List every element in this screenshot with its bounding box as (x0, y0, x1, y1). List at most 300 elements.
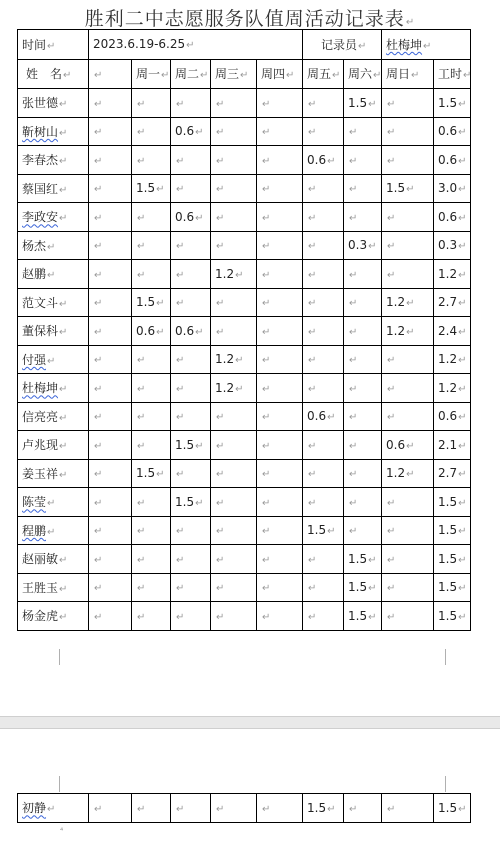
day-hours-cell (211, 146, 257, 175)
paragraph-mark: ↵ (387, 526, 396, 538)
paragraph-mark: ↵ (458, 212, 467, 224)
paragraph-mark: ↵ (387, 241, 396, 253)
hours-value: 1.2 (438, 266, 458, 281)
day-hours-cell (211, 573, 257, 602)
paragraph-mark: ↵ (161, 70, 170, 82)
paragraph-mark: ↵ (216, 583, 225, 595)
day-hours-cell (344, 573, 382, 602)
day-hours-cell (89, 516, 132, 545)
hours-total-cell (434, 174, 471, 203)
paragraph-mark: ↵ (176, 383, 185, 395)
crop-mark (445, 776, 446, 792)
day-hours-cell (171, 260, 211, 289)
paragraph-mark: ↵ (59, 384, 68, 396)
paragraph-mark: ↵ (458, 298, 467, 310)
day-hours-cell (132, 431, 171, 460)
paragraph-mark: ↵ (458, 554, 467, 566)
paragraph-mark: ↵ (94, 98, 103, 110)
paragraph-mark: ↵ (137, 440, 146, 452)
hours-total-cell (434, 431, 471, 460)
hours-value: 1.5 (175, 437, 195, 452)
member-name-cell (18, 488, 89, 517)
paragraph-mark: ↵ (262, 269, 271, 281)
paragraph-mark: ↵ (94, 326, 103, 338)
member-name-cell (18, 602, 89, 631)
paragraph-mark: ↵ (176, 583, 185, 595)
day-hours-cell (171, 488, 211, 517)
day-hours-cell (344, 203, 382, 232)
paragraph-mark: ↵ (216, 298, 225, 310)
day-hours-cell (211, 317, 257, 346)
day-hours-cell (89, 146, 132, 175)
paragraph-mark: ↵ (458, 383, 467, 395)
paragraph-mark: ↵ (94, 383, 103, 395)
member-name: 靳树山 (22, 124, 59, 139)
paragraph-mark: ↵ (327, 412, 336, 424)
day-hours-cell (382, 260, 434, 289)
paragraph-mark: ↵ (308, 212, 317, 224)
crop-mark (59, 649, 60, 665)
paragraph-mark: ↵ (240, 70, 249, 82)
day-hours-cell (132, 317, 171, 346)
paragraph-mark: ↵ (262, 469, 271, 481)
day-hours-cell (344, 459, 382, 488)
paragraph-mark: ↵ (308, 298, 317, 310)
paragraph-mark: ↵ (262, 583, 271, 595)
member-name-cell (18, 146, 89, 175)
paragraph-mark: ↵ (137, 241, 146, 253)
day-hours-cell (211, 260, 257, 289)
day-hours-cell (257, 573, 303, 602)
paragraph-mark: ↵ (262, 212, 271, 224)
paragraph-mark: ↵ (176, 355, 185, 367)
hours-total-cell (434, 794, 471, 823)
paragraph-mark: ↵ (137, 497, 146, 509)
column-header (257, 59, 303, 89)
paragraph-mark: ↵ (406, 440, 415, 452)
paragraph-mark: ↵ (262, 412, 271, 424)
paragraph-mark: ↵ (176, 554, 185, 566)
day-hours-cell (382, 402, 434, 431)
day-hours-cell (132, 146, 171, 175)
member-name: 程鹏 (22, 523, 47, 538)
paragraph-mark: ↵ (137, 383, 146, 395)
paragraph-mark: ↵ (195, 127, 204, 139)
table-row (18, 545, 471, 574)
day-hours-cell (303, 573, 344, 602)
table-row (18, 260, 471, 289)
member-name-cell (18, 317, 89, 346)
day-hours-cell (89, 89, 132, 118)
paragraph-mark: ↵ (387, 355, 396, 367)
paragraph-mark: ↵ (216, 526, 225, 538)
paragraph-mark: ↵ (200, 70, 209, 82)
paragraph-mark: ↵ (137, 526, 146, 538)
hours-value: 1.5 (136, 181, 156, 196)
day-hours-cell (132, 488, 171, 517)
paragraph-mark: ↵ (137, 583, 146, 595)
paragraph-mark: ↵ (137, 611, 146, 623)
hours-value: 2.7 (438, 295, 458, 310)
member-name-cell (18, 794, 89, 823)
paragraph-mark: ↵ (176, 412, 185, 424)
day-hours-cell (171, 317, 211, 346)
paragraph-mark: ↵ (458, 497, 467, 509)
hours-total-cell (434, 117, 471, 146)
paragraph-mark: ↵ (235, 383, 244, 395)
time-label-cell: 时间↵ (18, 30, 89, 60)
day-hours-cell (257, 317, 303, 346)
paragraph-mark: ↵ (406, 469, 415, 481)
table-row (18, 602, 471, 631)
day-hours-cell (171, 374, 211, 403)
table-row (18, 488, 471, 517)
paragraph-mark: ↵ (349, 497, 358, 509)
day-hours-cell (303, 345, 344, 374)
day-hours-cell (171, 431, 211, 460)
paragraph-mark: ↵ (176, 269, 185, 281)
paragraph-mark: ↵ (387, 383, 396, 395)
day-hours-cell (303, 794, 344, 823)
day-hours-cell (211, 203, 257, 232)
member-name: 张世德 (22, 96, 59, 111)
table-row (18, 117, 471, 146)
day-hours-cell (89, 260, 132, 289)
day-hours-cell (303, 146, 344, 175)
hours-value: 1.5 (348, 580, 368, 595)
hours-value: 1.5 (438, 494, 458, 509)
paragraph-mark: ↵ (216, 497, 225, 509)
paragraph-mark: ↵ (94, 212, 103, 224)
hours-total-cell (434, 459, 471, 488)
member-name: 杜梅坤 (22, 381, 59, 396)
day-hours-cell (89, 117, 132, 146)
paragraph-mark: ↵ (176, 184, 185, 196)
member-name-cell (18, 89, 89, 118)
day-hours-cell (303, 260, 344, 289)
paragraph-mark: ↵ (59, 99, 68, 111)
column-header-label: 姓 名 (26, 67, 63, 82)
paragraph-mark: ↵ (216, 803, 225, 815)
paragraph-mark: ↵ (262, 241, 271, 253)
day-hours-cell (211, 431, 257, 460)
paragraph-mark: ↵ (458, 155, 467, 167)
member-name: 赵鹏 (22, 267, 47, 282)
member-name: 陈莹 (22, 495, 47, 510)
day-hours-cell (257, 231, 303, 260)
duty-record-table (17, 29, 471, 631)
day-hours-cell (171, 516, 211, 545)
hours-value: 1.5 (348, 95, 368, 110)
hours-value: 0.6 (438, 209, 458, 224)
hours-total-cell (434, 89, 471, 118)
column-header-label: 周日 (386, 67, 411, 82)
paragraph-mark: ↵ (387, 127, 396, 139)
recorder-label-cell: 记录员↵ (303, 30, 382, 60)
member-name-cell (18, 516, 89, 545)
day-hours-cell (132, 573, 171, 602)
day-hours-cell (344, 602, 382, 631)
hours-value: 1.2 (386, 466, 406, 481)
paragraph-mark: ↵ (216, 212, 225, 224)
day-hours-cell (89, 459, 132, 488)
paragraph-mark: ↵ (349, 184, 358, 196)
day-hours-cell (257, 602, 303, 631)
day-hours-cell (303, 545, 344, 574)
paragraph-mark: ↵ (308, 554, 317, 566)
column-header (171, 59, 211, 89)
day-hours-cell (257, 516, 303, 545)
day-hours-cell (89, 545, 132, 574)
paragraph-mark: ↵ (332, 70, 341, 82)
table-row (18, 89, 471, 118)
day-hours-cell (257, 345, 303, 374)
day-hours-cell (257, 288, 303, 317)
member-name: 初静 (22, 801, 47, 816)
column-header-label: 周三 (215, 67, 240, 82)
day-hours-cell (211, 602, 257, 631)
paragraph-mark: ↵ (176, 611, 185, 623)
paragraph-mark: ↵ (368, 611, 377, 623)
column-header (18, 59, 89, 89)
hours-value: 1.5 (386, 181, 406, 196)
member-name: 李政安 (22, 210, 59, 225)
paragraph-mark: ↵ (216, 155, 225, 167)
day-hours-cell (89, 402, 132, 431)
paragraph-mark: ↵ (308, 497, 317, 509)
paragraph-mark: ↵ (195, 212, 204, 224)
paragraph-mark: ↵ (216, 469, 225, 481)
hours-value: 1.2 (386, 295, 406, 310)
paragraph-mark: ↵ (308, 241, 317, 253)
paragraph-mark: ↵ (387, 803, 396, 815)
paragraph-mark: ↵ (262, 298, 271, 310)
paragraph-mark: ↵ (94, 469, 103, 481)
day-hours-cell (89, 431, 132, 460)
paragraph-mark: ↵ (327, 526, 336, 538)
paragraph-mark: ↵ (349, 526, 358, 538)
hours-value: 3.0 (438, 181, 458, 196)
hours-total-cell (434, 317, 471, 346)
paragraph-mark: ↵ (349, 469, 358, 481)
paragraph-mark: ↵ (308, 611, 317, 623)
day-hours-cell (257, 174, 303, 203)
day-hours-cell (303, 374, 344, 403)
day-hours-cell (382, 89, 434, 118)
paragraph-mark: ↵ (216, 241, 225, 253)
member-name-cell (18, 431, 89, 460)
paragraph-mark: ↵ (458, 412, 467, 424)
member-name: 赵丽敏 (22, 552, 59, 567)
paragraph-mark: ↵ (308, 383, 317, 395)
day-hours-cell (382, 146, 434, 175)
paragraph-mark: ↵ (94, 412, 103, 424)
table-row (18, 431, 471, 460)
day-hours-cell (211, 459, 257, 488)
hours-value: 0.6 (438, 124, 458, 139)
hours-total-cell (434, 545, 471, 574)
paragraph-mark: ↵ (176, 526, 185, 538)
paragraph-mark: ↵ (349, 440, 358, 452)
paragraph-mark: ↵ (262, 184, 271, 196)
paragraph-mark: ↵ (94, 583, 103, 595)
member-name: 蔡国红 (22, 181, 59, 196)
hours-value: 1.5 (438, 551, 458, 566)
paragraph-mark: ↵ (176, 155, 185, 167)
paragraph-mark: ↵ (216, 412, 225, 424)
day-hours-cell (344, 402, 382, 431)
paragraph-mark: ↵ (308, 583, 317, 595)
paragraph-mark: ↵ (59, 213, 68, 225)
paragraph-mark: ↵ (176, 298, 185, 310)
paragraph-mark: ↵ (94, 298, 103, 310)
paragraph-mark: ↵ (349, 127, 358, 139)
day-hours-cell (211, 231, 257, 260)
day-hours-cell (344, 260, 382, 289)
column-header-label: 工时 (438, 67, 463, 82)
day-hours-cell (257, 794, 303, 823)
paragraph-mark: ↵ (458, 440, 467, 452)
hours-value: 1.2 (386, 323, 406, 338)
day-hours-cell (303, 89, 344, 118)
day-hours-cell (303, 602, 344, 631)
paragraph-mark: ↵ (286, 70, 295, 82)
paragraph-mark: ↵ (59, 184, 68, 196)
paragraph-mark: ↵ (458, 469, 467, 481)
table-row (18, 317, 471, 346)
paragraph-mark: ↵ (59, 469, 68, 481)
hours-value: 1.5 (438, 523, 458, 538)
paragraph-mark: ↵ (137, 269, 146, 281)
paragraph-mark: ↵ (94, 269, 103, 281)
day-hours-cell (211, 794, 257, 823)
paragraph-mark: ↵ (463, 70, 472, 82)
hours-value: 0.6 (136, 323, 156, 338)
day-hours-cell (344, 174, 382, 203)
hours-value: 0.3 (438, 238, 458, 253)
hours-value: 1.2 (215, 266, 235, 281)
table-row (18, 231, 471, 260)
day-hours-cell (132, 260, 171, 289)
day-hours-cell (382, 573, 434, 602)
paragraph-mark: ↵ (262, 440, 271, 452)
day-hours-cell (344, 431, 382, 460)
day-hours-cell (344, 374, 382, 403)
paragraph-mark: ↵ (47, 241, 56, 253)
member-name-cell (18, 117, 89, 146)
day-hours-cell (89, 317, 132, 346)
paragraph-mark: ↵ (59, 127, 68, 139)
day-hours-cell (89, 374, 132, 403)
paragraph-mark: ↵ (216, 611, 225, 623)
member-name: 董保科 (22, 324, 59, 339)
day-hours-cell (171, 794, 211, 823)
column-header (89, 59, 132, 89)
day-hours-cell (382, 288, 434, 317)
paragraph-mark: ↵ (308, 326, 317, 338)
day-hours-cell (211, 488, 257, 517)
paragraph-mark: ↵ (349, 355, 358, 367)
paragraph-mark: ↵ (262, 497, 271, 509)
member-name-cell (18, 459, 89, 488)
day-hours-cell (211, 345, 257, 374)
paragraph-mark: ↵ (387, 583, 396, 595)
table-row (18, 374, 471, 403)
paragraph-mark: ↵ (262, 383, 271, 395)
day-hours-cell (344, 488, 382, 517)
paragraph-mark: ↵ (216, 98, 225, 110)
paragraph-mark: ↵ (176, 469, 185, 481)
paragraph-mark: ↵ (47, 498, 56, 510)
paragraph-mark: ↵ (94, 69, 103, 81)
day-hours-cell (211, 545, 257, 574)
day-hours-cell (382, 488, 434, 517)
paragraph-mark: ↵ (59, 156, 68, 168)
paragraph-mark: ↵ (458, 184, 467, 196)
hours-value: 1.5 (307, 523, 327, 538)
paragraph-mark: ↵ (262, 803, 271, 815)
member-name-cell (18, 573, 89, 602)
hours-value: 1.5 (136, 466, 156, 481)
paragraph-mark: ↵ (47, 526, 56, 538)
paragraph-mark: ↵ (94, 184, 103, 196)
paragraph-mark: ↵ (63, 70, 72, 82)
day-hours-cell (171, 231, 211, 260)
member-name: 姜玉祥 (22, 466, 59, 481)
paragraph-mark: ↵ (59, 612, 68, 624)
day-hours-cell (132, 794, 171, 823)
day-hours-cell (257, 545, 303, 574)
paragraph-mark: ↵ (137, 212, 146, 224)
paragraph-mark: ↵ (349, 298, 358, 310)
paragraph-mark: ↵ (308, 269, 317, 281)
day-hours-cell (303, 402, 344, 431)
paragraph-mark: ↵ (94, 355, 103, 367)
day-hours-cell (211, 402, 257, 431)
paragraph-mark: ↵ (94, 440, 103, 452)
paragraph-mark: ↵ (216, 554, 225, 566)
day-hours-cell (132, 117, 171, 146)
hours-value: 1.2 (215, 352, 235, 367)
paragraph-mark: ↵ (156, 469, 165, 481)
paragraph-mark: ↵ (235, 355, 244, 367)
paragraph-mark: ↵ (94, 803, 103, 815)
paragraph-mark: ↵ (94, 611, 103, 623)
hours-value: 1.2 (438, 380, 458, 395)
day-hours-cell (344, 317, 382, 346)
paragraph-mark: ↵ (458, 803, 467, 815)
paragraph-mark: ↵ (195, 497, 204, 509)
member-name: 卢兆现 (22, 438, 59, 453)
column-header-label: 周六 (348, 67, 373, 82)
day-hours-cell (303, 174, 344, 203)
day-hours-cell (132, 89, 171, 118)
day-hours-cell (257, 203, 303, 232)
table-row (18, 459, 471, 488)
paragraph-mark: ↵ (349, 212, 358, 224)
day-hours-cell (257, 402, 303, 431)
paragraph-mark: ↵ (349, 383, 358, 395)
day-hours-cell (132, 459, 171, 488)
paragraph-mark: ↵ (387, 412, 396, 424)
paragraph-mark: ↵ (94, 497, 103, 509)
day-hours-cell (344, 545, 382, 574)
member-name-cell (18, 260, 89, 289)
paragraph-mark: ↵ (195, 440, 204, 452)
column-header-label: 周一 (136, 67, 161, 82)
day-hours-cell (211, 288, 257, 317)
day-hours-cell (211, 89, 257, 118)
